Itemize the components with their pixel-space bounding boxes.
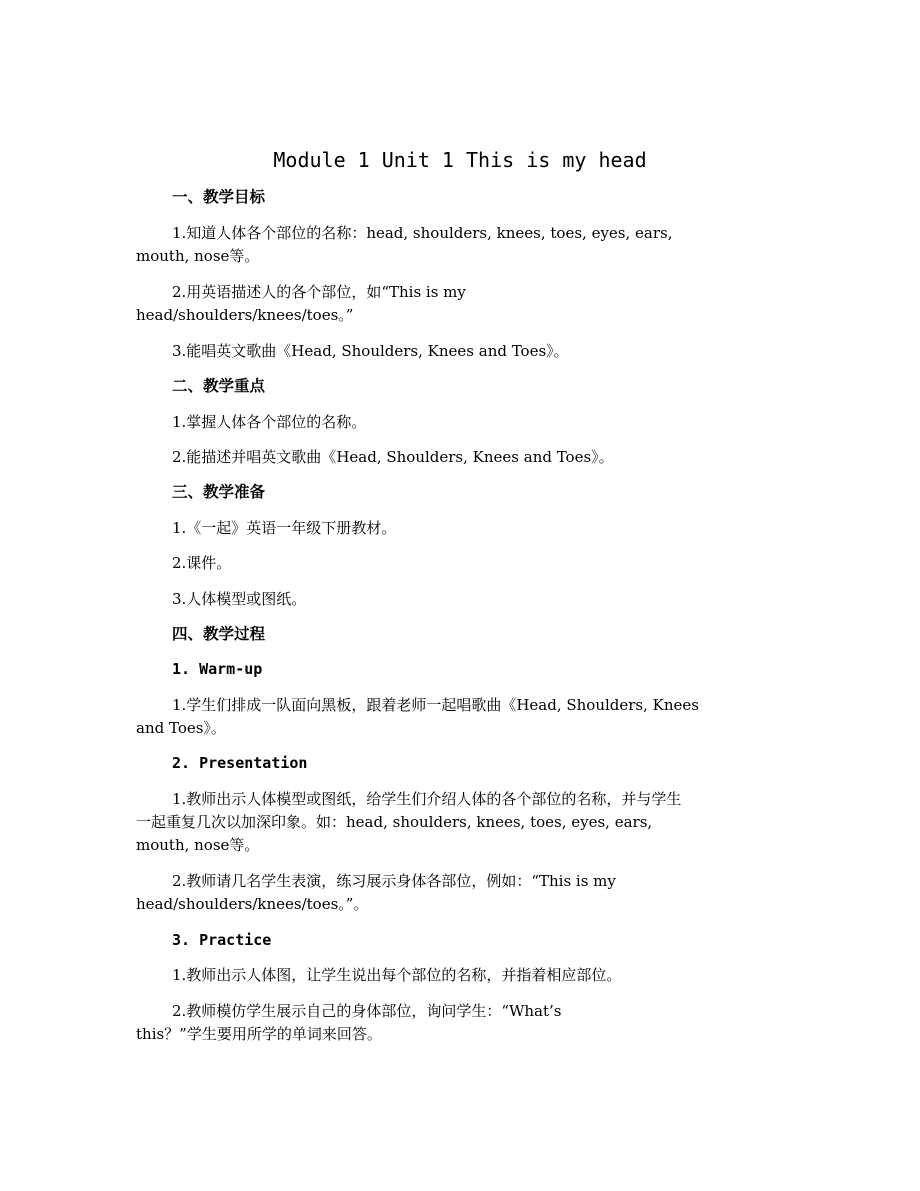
objective-2-line-2: head/shoulders/knees/toes。” bbox=[136, 306, 354, 324]
practice-2-line-1: 2.教师模仿学生展示自己的身体部位，询问学生：“What’s bbox=[172, 1002, 562, 1020]
objective-3: 3.能唱英文歌曲《Head, Shoulders, Knees and Toes》。 bbox=[172, 342, 569, 360]
section-heading-key-points: 二、教学重点 bbox=[172, 377, 266, 395]
subheading-presentation: 2. Presentation bbox=[172, 754, 308, 772]
subheading-warm-up: 1. Warm-up bbox=[172, 660, 263, 678]
section-heading-objectives: 一、教学目标 bbox=[172, 188, 266, 206]
key-point-1: 1.掌握人体各个部位的名称。 bbox=[172, 413, 367, 431]
section-heading-process: 四、教学过程 bbox=[172, 625, 266, 643]
objective-1-line-2: mouth, nose等。 bbox=[136, 247, 260, 265]
preparation-2: 2.课件。 bbox=[172, 554, 232, 572]
subheading-practice: 3. Practice bbox=[172, 931, 272, 949]
presentation-2-line-1: 2.教师请几名学生表演，练习展示身体各部位，例如：“This is my bbox=[172, 872, 616, 890]
document-title: Module 1 Unit 1 This is my head bbox=[273, 148, 647, 172]
presentation-1-line-1: 1.教师出示人体模型或图纸，给学生们介绍人体的各个部位的名称，并与学生 bbox=[172, 790, 682, 808]
practice-1: 1.教师出示人体图，让学生说出每个部位的名称，并指着相应部位。 bbox=[172, 966, 622, 984]
preparation-1: 1.《一起》英语一年级下册教材。 bbox=[172, 519, 397, 537]
preparation-3: 3.人体模型或图纸。 bbox=[172, 590, 307, 608]
warm-up-1-line-2: and Toes》。 bbox=[136, 719, 226, 737]
warm-up-1-line-1: 1.学生们排成一队面向黑板，跟着老师一起唱歌曲《Head, Shoulders, Knees bbox=[172, 696, 699, 714]
presentation-2-line-2: head/shoulders/knees/toes。”。 bbox=[136, 895, 369, 913]
objective-1-line-1: 1.知道人体各个部位的名称：head, shoulders, knees, toes, eyes, ears, bbox=[172, 224, 673, 242]
presentation-1-line-3: mouth, nose等。 bbox=[136, 836, 260, 854]
objective-2-line-1: 2.用英语描述人的各个部位，如“This is my bbox=[172, 283, 466, 301]
presentation-1-line-2: 一起重复几次以加深印象。如：head, shoulders, knees, toes, eyes, ears, bbox=[136, 813, 653, 831]
practice-2-line-2: this？”学生要用所学的单词来回答。 bbox=[136, 1025, 382, 1043]
section-heading-preparation: 三、教学准备 bbox=[172, 483, 266, 501]
key-point-2: 2.能描述并唱英文歌曲《Head, Shoulders, Knees and Toes》。 bbox=[172, 448, 614, 466]
